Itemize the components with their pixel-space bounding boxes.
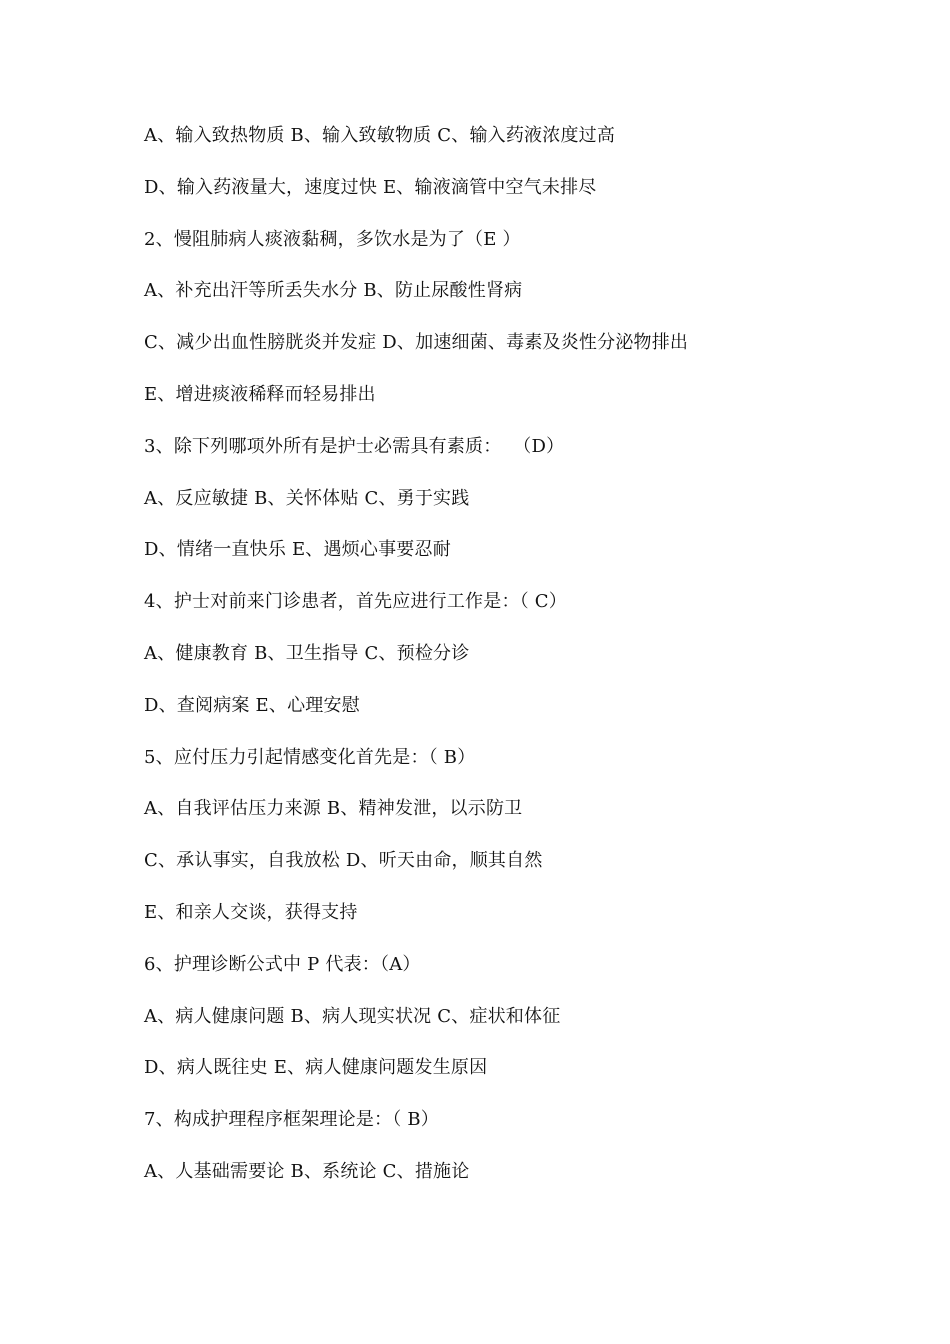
question-line: 7、构成护理程序框架理论是：（ B）: [144, 1109, 439, 1131]
text-line: A、输入致热物质 B、输入致敏物质 C、输入药液浓度过高: [144, 125, 616, 146]
text-line: A、病人健康问题 B、病人现实状况 C、症状和体征: [144, 1005, 561, 1027]
text-line: D、病人既往史 E、病人健康问题发生原因: [144, 1057, 488, 1079]
text-line: C、减少出血性膀胱炎并发症 D、加速细菌、毒素及炎性分泌物排出: [144, 332, 689, 354]
text-line: E、增进痰液稀释而轻易排出: [144, 383, 376, 405]
text-line: D、情绪一直快乐 E、遇烦心事要忍耐: [144, 539, 451, 561]
question-text-block: [144, 118, 904, 1206]
text-line: A、健康教育 B、卫生指导 C、预检分诊: [144, 642, 470, 664]
question-line: 6、护理诊断公式中 P 代表：（A）: [144, 953, 421, 975]
text-line: C、承认事实，自我放松 D、听天由命，顺其自然: [144, 850, 543, 872]
text-line: A、自我评估压力来源 B、精神发泄，以示防卫: [144, 798, 523, 820]
text-line: A、人基础需要论 B、系统论 C、措施论: [144, 1160, 470, 1182]
question-line: 5、应付压力引起情感变化首先是：（ B）: [144, 746, 476, 768]
text-line: E、和亲人交谈，获得支持: [144, 901, 358, 923]
question-line: 4、护士对前来门诊患者，首先应进行工作是：（ C）: [144, 591, 567, 613]
text-line: A、反应敏捷 B、关怀体贴 C、勇于实践: [144, 487, 470, 509]
question-line: 2、慢阻肺病人痰液黏稠，多饮水是为了（E ）: [144, 228, 521, 250]
question-line: 3、除下列哪项外所有是护士必需具有素质： （D）: [144, 435, 565, 457]
text-line: D、输入药液量大，速度过快 E、输液滴管中空气未排尽: [144, 176, 597, 198]
text-line: D、查阅病案 E、心理安慰: [144, 694, 360, 716]
text-line: A、补充出汗等所丢失水分 B、防止尿酸性肾病: [144, 280, 523, 302]
